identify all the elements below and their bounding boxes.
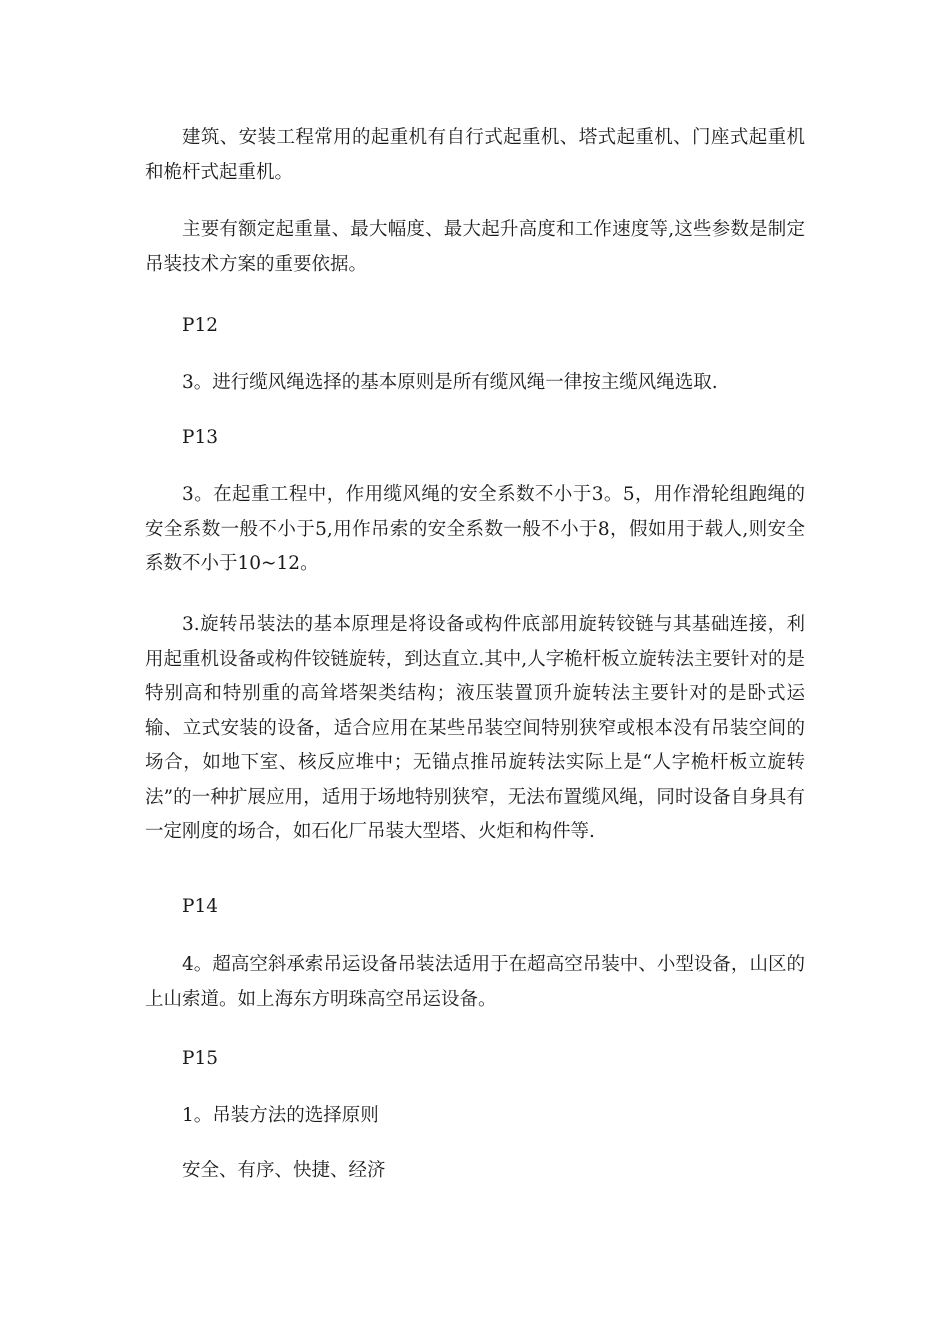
principles-list: 安全、有序、快捷、经济 [182,1160,386,1181]
paragraph-cable-hoisting: 4。超高空斜承索吊运设备吊装法适用于在超高空吊装中、小型设备，山区的上山索道。如上海东方明珠高空吊运设备。 [145,954,805,1010]
paragraph-safety-factors: 3。在起重工程中，作用缆风绳的安全系数不小于3。5，用作滑轮组跑绳的安全系数一般不小于5,用作吊索的安全系数一般不小于8，假如用于载人,则安全系数不小于10~12。 [145,484,805,574]
paragraph-guy-rope-selection: 3。进行缆风绳选择的基本原则是所有缆风绳一律按主缆风绳选取. [182,372,718,393]
section-heading-selection-principles: 1。吊装方法的选择原则 [182,1105,379,1126]
page-ref-p14: P14 [182,896,218,917]
page-ref-p12: P12 [182,315,218,336]
page-ref-p15: P15 [182,1048,218,1069]
paragraph-rotation-hoisting: 3.旋转吊装法的基本原理是将设备或构件底部用旋转铰链与其基础连接，利用起重机设备或构件铰链旋转，到达直立.其中,人字桅杆板立旋转法主要针对的是特别高和特别重的高耸塔架类结构；液压装置顶升旋转法主要针对的是卧式运输、立式安装的设备，适合应用在某些吊装空间特别狭窄或根本没有吊装空间的场合，如地下室、核反应堆中；无锚点推吊旋转法实际上是“人字桅杆板立旋转法”的一种扩展应用，适用于场地特别狭窄，无法布置缆风绳，同时设备自身具有一定刚度的场合，如石化厂吊装大型塔、火炬和构件等. [145,614,805,842]
paragraph-crane-types: 建筑、安装工程常用的起重机有自行式起重机、塔式起重机、门座式起重机和桅杆式起重机。 [145,127,805,183]
paragraph-crane-parameters: 主要有额定起重量、最大幅度、最大起升高度和工作速度等,这些参数是制定吊装技术方案的重要依据。 [145,219,805,275]
page-ref-p13: P13 [182,427,218,448]
